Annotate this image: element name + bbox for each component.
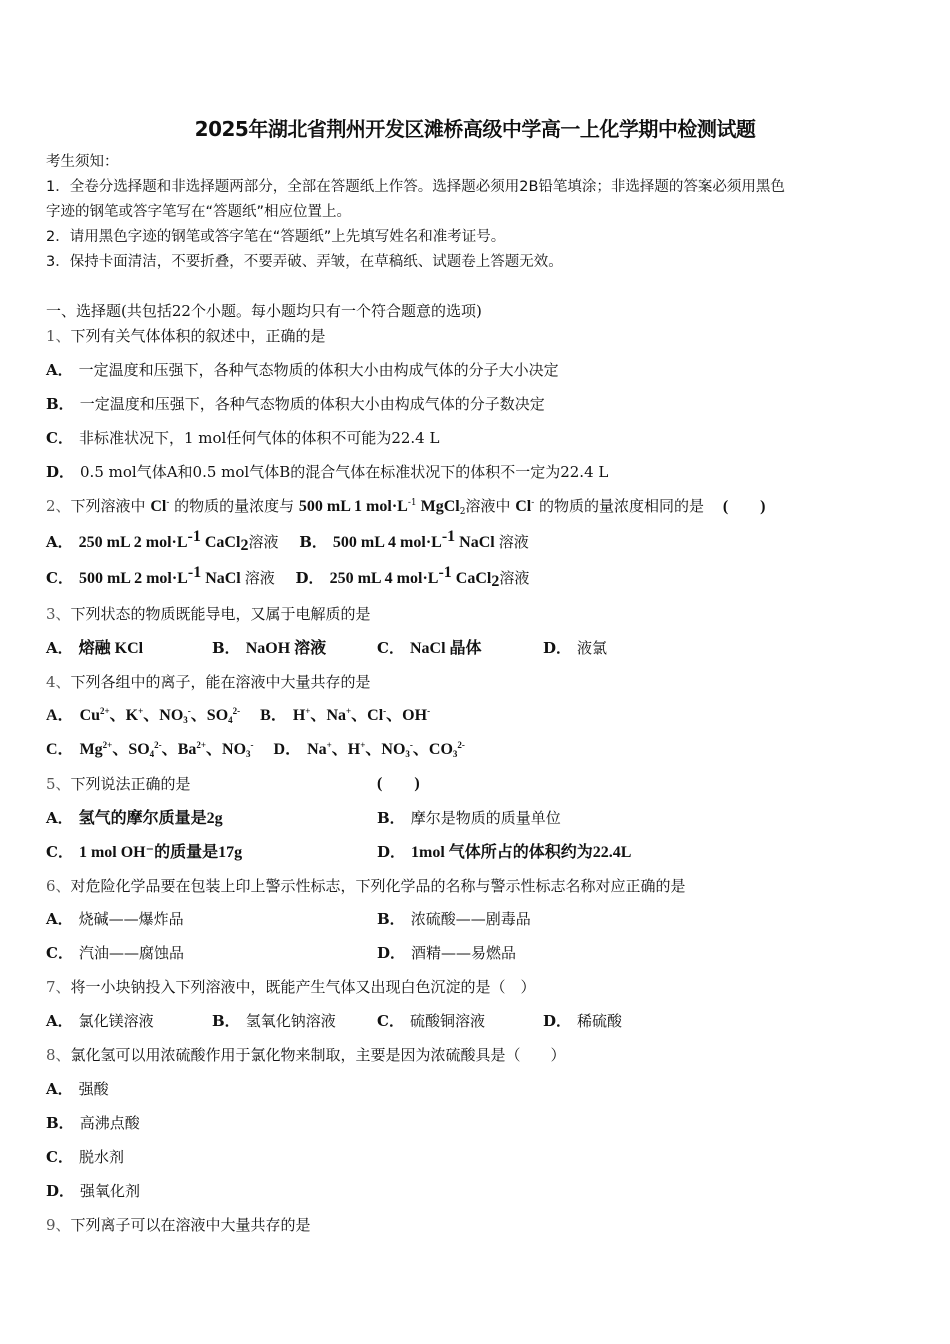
option-label: C． bbox=[46, 944, 73, 962]
answer-blank: ( ) bbox=[722, 498, 766, 515]
ion-formula: $SO_4^{2-}$ bbox=[206, 706, 241, 725]
formula: CaCl bbox=[451, 570, 492, 587]
question-stem: 对危险化学品要在包装上印上警示性标志，下列化学品的名称与警示性标志名称对应正确的是 bbox=[70, 877, 686, 895]
option-label: C． bbox=[46, 569, 73, 587]
question-2 bbox=[46, 496, 766, 517]
page-title: 2025年湖北省荆州开发区滩桥高级中学高一上化学期中检测试题 bbox=[194, 117, 756, 141]
question-stem: 下列各组中的离子，能在溶液中大量共存的是 bbox=[70, 673, 371, 691]
q5-option-b[interactable] bbox=[377, 808, 561, 828]
q2-option-b[interactable] bbox=[299, 528, 529, 551]
subscript: 2 bbox=[240, 537, 249, 554]
option-text: 溶液 bbox=[244, 569, 275, 587]
q4-options-row-2 bbox=[46, 740, 465, 760]
option-label: D． bbox=[377, 944, 406, 962]
notice-heading: 考生须知： bbox=[46, 154, 119, 170]
option-text: 氢气的摩尔质量是2g bbox=[78, 810, 223, 827]
option-label: D． bbox=[377, 843, 406, 861]
option-label: D． bbox=[46, 1182, 75, 1200]
option-label: C． bbox=[46, 843, 73, 861]
subscript: 2 bbox=[459, 507, 466, 517]
ion-formula: $Mg^{2+}$ bbox=[79, 740, 113, 758]
q1-option-a[interactable] bbox=[46, 360, 559, 380]
q8-option-d[interactable] bbox=[46, 1181, 140, 1201]
charge: - bbox=[166, 498, 170, 508]
question-4 bbox=[46, 672, 371, 692]
question-7 bbox=[46, 977, 536, 997]
q1-option-b[interactable] bbox=[46, 394, 545, 414]
exponent: -1 bbox=[187, 564, 202, 581]
option-label: B． bbox=[377, 910, 405, 928]
q3-option-b[interactable] bbox=[212, 638, 326, 659]
ion-formula: $NO_3^-$ bbox=[222, 740, 254, 759]
question-number: 8、 bbox=[46, 1046, 71, 1064]
option-text: 酒精——易燃品 bbox=[411, 944, 517, 962]
q8-option-b[interactable] bbox=[46, 1113, 140, 1133]
q4-option-a[interactable]: A． $Cu^{2+}$、K+、$NO_3^-$、$SO_4^{2-}$ bbox=[46, 706, 241, 725]
q5-option-a[interactable] bbox=[46, 808, 223, 829]
stem-text: 下列溶液中 bbox=[70, 497, 151, 515]
q7-option-c[interactable] bbox=[377, 1011, 485, 1031]
option-text: 稀硫酸 bbox=[577, 1012, 623, 1030]
question-stem: 下列离子可以在溶液中大量共存的是 bbox=[70, 1216, 311, 1234]
option-text: 硫酸铜溶液 bbox=[409, 1012, 485, 1030]
option-text: 高沸点酸 bbox=[79, 1114, 140, 1132]
question-9 bbox=[46, 1215, 311, 1235]
option-label: A． bbox=[46, 1012, 73, 1030]
option-label: B． bbox=[212, 639, 240, 657]
ion-formula: $NO_3^-$ bbox=[381, 740, 413, 759]
option-label: D． bbox=[295, 569, 324, 587]
subscript: 2 bbox=[491, 573, 500, 590]
ion-formula: $Cu^{2+}$ bbox=[79, 706, 110, 724]
section-heading: 一、选择题(共包括22个小题。每小题均只有一个符合题意的选项) bbox=[46, 302, 482, 320]
q6-option-b[interactable] bbox=[377, 909, 531, 929]
formula: 500 mL 2 mol·L bbox=[78, 570, 188, 587]
ion-formula: H+ bbox=[347, 740, 366, 758]
ion-formula: OH- bbox=[402, 706, 431, 724]
q3-option-c[interactable] bbox=[377, 638, 482, 659]
option-label: A． bbox=[46, 809, 73, 827]
q4-options-row-1 bbox=[46, 706, 430, 726]
formula: NaCl bbox=[201, 570, 245, 587]
option-label: B． bbox=[46, 1114, 74, 1132]
option-label: B． bbox=[377, 809, 405, 827]
option-text: 烧碱——爆炸品 bbox=[78, 910, 184, 928]
option-label: B． bbox=[299, 533, 327, 551]
q3-option-a[interactable] bbox=[46, 638, 143, 659]
option-text: 1mol 气体所占的体积约为22.4L bbox=[411, 844, 632, 861]
q2-option-a[interactable] bbox=[46, 528, 279, 554]
exponent: -1 bbox=[441, 528, 456, 545]
option-text: 非标准状况下，1 mol任何气体的体积不可能为22.4 L bbox=[78, 429, 440, 447]
question-stem: 下列有关气体体积的叙述中，正确的是 bbox=[70, 327, 326, 345]
question-1 bbox=[46, 326, 326, 346]
question-number: 2、 bbox=[46, 497, 71, 515]
option-label: D． bbox=[273, 741, 302, 758]
q8-option-a[interactable] bbox=[46, 1079, 109, 1099]
stem-text: 溶液中 bbox=[465, 497, 516, 515]
q4-option-d[interactable]: D． Na+、H+、$NO_3^-$、$CO_3^{2-}$ bbox=[273, 740, 465, 759]
notice-line-2: 2．请用黑色字迹的钢笔或答字笔在“答题纸”上先填写姓名和准考证号。 bbox=[46, 229, 506, 245]
notice-line-1: 1．全卷分选择题和非选择题两部分，全部在答题纸上作答。选择题必须用2B铅笔填涂；非选择题的答案必须用黑色 bbox=[46, 179, 785, 195]
stem-text: 的物质的量浓度相同的是 bbox=[534, 497, 705, 515]
q7-option-b[interactable] bbox=[212, 1011, 336, 1031]
option-text: 强氧化剂 bbox=[80, 1182, 141, 1200]
ion-formula: $SO_4^{2-}$ bbox=[128, 740, 162, 759]
question-3 bbox=[46, 604, 371, 624]
option-label: A． bbox=[46, 910, 73, 928]
option-label: C． bbox=[377, 1012, 404, 1030]
ion-formula: Na+ bbox=[326, 706, 352, 724]
exponent: -1 bbox=[407, 498, 417, 508]
question-stem: 氯化氢可以用浓硫酸作用于氯化物来制取，主要是因为浓硫酸具是（ ） bbox=[70, 1046, 566, 1064]
exponent: -1 bbox=[187, 528, 201, 545]
q8-option-c[interactable] bbox=[46, 1147, 124, 1167]
question-8 bbox=[46, 1045, 566, 1065]
question-number: 6、 bbox=[46, 877, 71, 895]
q6-option-c[interactable] bbox=[46, 943, 184, 963]
option-text: 脱水剂 bbox=[78, 1148, 124, 1166]
q7-option-a[interactable] bbox=[46, 1011, 154, 1031]
option-label: A． bbox=[46, 1080, 73, 1098]
q6-option-a[interactable] bbox=[46, 909, 184, 929]
option-label: C． bbox=[46, 741, 74, 758]
option-text: 浓硫酸——剧毒品 bbox=[410, 910, 531, 928]
stem-text: 的物质的量浓度与 bbox=[169, 497, 299, 515]
question-number: 7、 bbox=[46, 978, 71, 996]
q6-option-d[interactable] bbox=[377, 943, 516, 963]
q4-option-b[interactable]: B． H+、Na+、Cl-、OH- bbox=[260, 706, 431, 724]
question-number: 3、 bbox=[46, 605, 71, 623]
option-text: 一定温度和压强下，各种气态物质的体积大小由构成气体的分子数决定 bbox=[79, 395, 545, 413]
q1-option-c[interactable] bbox=[46, 428, 439, 448]
option-text: NaCl 晶体 bbox=[409, 640, 482, 657]
formula: NaCl bbox=[455, 534, 499, 551]
option-label: B． bbox=[212, 1012, 240, 1030]
formula: MgCl bbox=[416, 498, 460, 515]
option-label: A． bbox=[46, 533, 73, 551]
formula: Cl bbox=[515, 498, 532, 515]
ion-formula: H+ bbox=[292, 706, 311, 724]
question-number: 4、 bbox=[46, 673, 71, 691]
option-text: 一定温度和压强下，各种气态物质的体积大小由构成气体的分子大小决定 bbox=[78, 361, 559, 379]
ion-formula: Cl- bbox=[367, 706, 387, 724]
option-label: C． bbox=[377, 639, 404, 657]
formula: CaCl bbox=[200, 534, 241, 551]
option-text: 摩尔是物质的质量单位 bbox=[410, 809, 561, 827]
exponent: -1 bbox=[438, 564, 452, 581]
formula: 500 mL 1 mol·L bbox=[298, 498, 408, 515]
option-label: C． bbox=[46, 1148, 73, 1166]
q2-options-row-2 bbox=[46, 564, 530, 590]
option-label: B． bbox=[260, 707, 287, 724]
question-number: 9、 bbox=[46, 1216, 71, 1234]
option-text: 溶液 bbox=[498, 533, 529, 551]
option-text: 强酸 bbox=[78, 1080, 109, 1098]
option-label: A． bbox=[46, 707, 74, 724]
option-text: 氢氧化钠溶液 bbox=[245, 1012, 336, 1030]
option-label: A． bbox=[46, 639, 73, 657]
ion-formula: K+ bbox=[125, 706, 144, 724]
option-text: 熔融 KCl bbox=[78, 640, 144, 657]
option-text: 0.5 mol气体A和0.5 mol气体B的混合气体在标准状况下的体积不一定为22.4 L bbox=[80, 463, 609, 481]
option-label: D． bbox=[46, 463, 75, 481]
ion-formula: $CO_3^{2-}$ bbox=[428, 740, 465, 759]
q2-option-c[interactable] bbox=[46, 564, 275, 587]
formula: Cl bbox=[150, 498, 167, 515]
option-label: D． bbox=[543, 639, 572, 657]
formula: 500 mL 4 mol·L bbox=[332, 534, 442, 551]
q1-option-d[interactable] bbox=[46, 462, 608, 482]
q2-options-row-1 bbox=[46, 528, 529, 554]
option-label: A． bbox=[46, 361, 73, 379]
ion-formula: $NO_3^-$ bbox=[159, 706, 191, 725]
charge: - bbox=[531, 498, 535, 508]
q5-option-d[interactable] bbox=[377, 842, 631, 863]
formula: 250 mL 2 mol·L bbox=[78, 534, 188, 551]
option-text: 汽油——腐蚀品 bbox=[78, 944, 184, 962]
ion-formula: Na+ bbox=[307, 740, 332, 758]
question-stem: 下列状态的物质既能导电，又属于电解质的是 bbox=[70, 605, 371, 623]
q3-option-d[interactable] bbox=[543, 638, 607, 658]
option-text: 液氯 bbox=[577, 639, 608, 657]
q4-option-c[interactable]: C． $Mg^{2+}$、$SO_4^{2-}$、$Ba^{2+}$、$NO_3^-$ bbox=[46, 740, 254, 759]
q7-option-d[interactable] bbox=[543, 1011, 622, 1031]
formula: 250 mL 4 mol·L bbox=[329, 570, 439, 587]
question-6 bbox=[46, 876, 686, 896]
option-label: D． bbox=[543, 1012, 572, 1030]
option-text: 溶液 bbox=[248, 533, 279, 551]
question-stem: 下列说法正确的是 bbox=[70, 775, 191, 793]
question-number: 5、 bbox=[46, 775, 71, 793]
option-text: 1 mol OH⁻的质量是17g bbox=[78, 844, 243, 861]
option-text: 溶液 bbox=[499, 569, 530, 587]
ion-formula: $Ba^{2+}$ bbox=[177, 740, 206, 758]
q5-option-c[interactable] bbox=[46, 842, 242, 863]
question-number: 1、 bbox=[46, 327, 71, 345]
option-label: B． bbox=[46, 395, 74, 413]
option-text: NaOH 溶液 bbox=[245, 640, 327, 657]
q5-answer-blank: ( ) bbox=[377, 775, 420, 792]
notice-line-1-cont: 字迹的钢笔或答字笔写在“答题纸”相应位置上。 bbox=[46, 204, 352, 220]
notice-line-3: 3．保持卡面清洁，不要折叠，不要弄破、弄皱，在草稿纸、试题卷上答题无效。 bbox=[46, 254, 563, 270]
question-5 bbox=[46, 774, 191, 794]
q2-option-d[interactable] bbox=[295, 564, 530, 590]
option-text: 氯化镁溶液 bbox=[78, 1012, 154, 1030]
option-label: C． bbox=[46, 429, 73, 447]
question-stem: 将一小块钠投入下列溶液中，既能产生气体又出现白色沉淀的是（ ） bbox=[70, 978, 536, 996]
